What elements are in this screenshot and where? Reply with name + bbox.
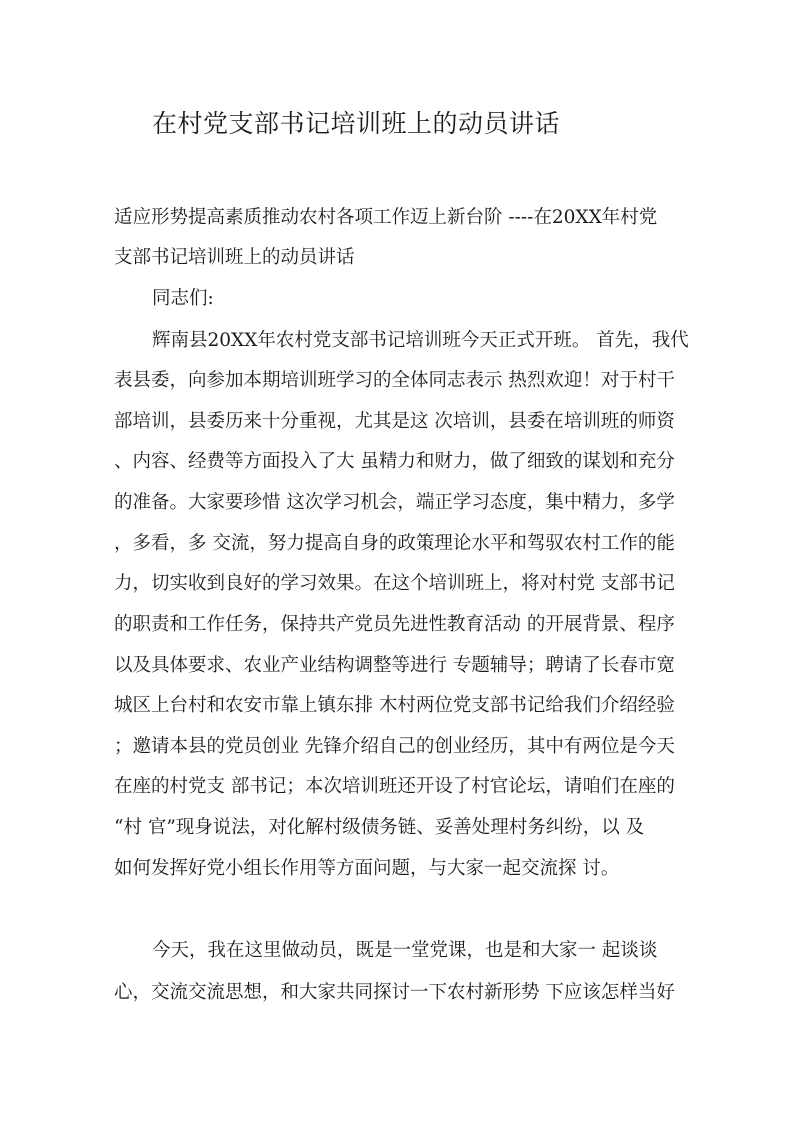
paragraph-line: 的职责和工作任务，保持共产党员先进性教育活动 的开展背景、程序: [114, 614, 675, 635]
salutation: 同志们:: [152, 288, 214, 309]
paragraph-line: ，多看，多 交流，努力提高自身的政策理论水平和驾驭农村工作的能: [114, 533, 675, 554]
paragraph-line: 的准备。大家要珍惜 这次学习机会，端正学习态度，集中精力，多学: [114, 492, 675, 513]
paragraph-line: 、内容、经费等方面投入了大 虽精力和财力，做了细致的谋划和充分: [114, 451, 675, 472]
paragraph-line: 如何发挥好党小组长作用等方面问题，与大家一起交流探 讨。: [114, 858, 620, 879]
paragraph-line: “村 官”现身说法，对化解村级债务链、妥善处理村务纠纷，以 及: [114, 817, 645, 838]
subtitle-line: 适应形势提高素质推动农村各项工作迈上新台阶 ----在20XX年村党: [114, 207, 658, 228]
paragraph-line: 表县委，向参加本期培训班学习的全体同志表示 热烈欢迎！对于村干: [114, 370, 675, 391]
paragraph-line: 城区上台村和农安市靠上镇东排 木村两位党支部书记给我们介绍经验: [114, 695, 675, 716]
paragraph-line: 部培训，县委历来十分重视，尤其是这 次培训，县委在培训班的师资: [114, 411, 675, 432]
document-title: 在村党支部书记培训班上的动员讲话: [152, 109, 561, 138]
paragraph-line: 心，交流交流思想，和大家共同探讨一下农村新形势 下应该怎样当好: [114, 982, 675, 1003]
paragraph-line: 辉南县20XX年农村党支部书记培训班今天正式开班。 首先，我代: [152, 330, 689, 351]
paragraph-line: 力，切实收到良好的学习效果。在这个培训班上，将对村党 支部书记: [114, 573, 675, 594]
paragraph-line: ；邀请本县的党员创业 先锋介绍自己的创业经历，其中有两位是今天: [114, 736, 675, 757]
paragraph-line: 今天，我在这里做动员，既是一堂党课，也是和大家一 起谈谈: [152, 940, 658, 961]
paragraph-line: 在座的村党支 部书记；本次培训班还开设了村官论坛，请咱们在座的: [114, 776, 675, 797]
paragraph-line: 以及具体要求、农业产业结构调整等进行 专题辅导；聘请了长春市宽: [114, 655, 675, 676]
subtitle-line: 支部书记培训班上的动员讲话: [114, 247, 355, 268]
